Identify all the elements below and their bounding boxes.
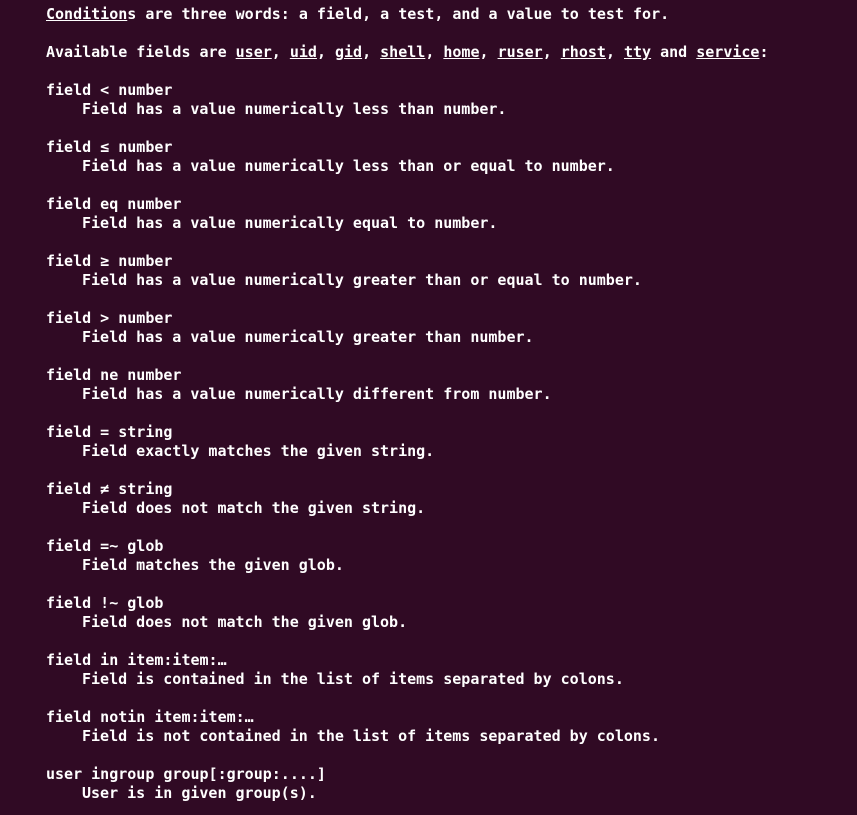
separator: , (425, 43, 444, 61)
condition-description: Field has a value numerically less than number. (82, 100, 507, 118)
condition-syntax: field in item:item:… (46, 651, 227, 669)
condition-syntax: field ≥ number (46, 252, 173, 270)
condition-syntax: field > number (46, 309, 173, 327)
separator: , (316, 43, 335, 61)
conditions-intro-line (46, 5, 669, 24)
condition-syntax: field !~ glob (46, 594, 164, 612)
and-word: and (651, 43, 697, 61)
condition-description: Field does not match the given string. (82, 499, 426, 517)
separator: , (605, 43, 624, 61)
condition-syntax: field notin item:item:… (46, 708, 254, 726)
condition-syntax: field = string (46, 423, 173, 441)
condition-description: Field does not match the given glob. (82, 613, 408, 631)
condition-description: Field has a value numerically different from number. (82, 385, 552, 403)
separator: , (479, 43, 498, 61)
separator: , (542, 43, 561, 61)
field-link-tty[interactable]: tty (624, 43, 652, 61)
available-fields-prefix: Available fields are (46, 43, 236, 61)
condition-description: Field has a value numerically less than or equal to number. (82, 157, 615, 175)
separator: , (271, 43, 290, 61)
field-link-user[interactable]: user (235, 43, 272, 61)
condition-description: Field has a value numerically equal to number. (82, 214, 498, 232)
condition-description: Field has a value numerically greater than or equal to number. (82, 271, 642, 289)
condition-description: Field is not contained in the list of items separated by colons. (82, 727, 660, 745)
condition-description: User is in given group(s). (82, 784, 317, 802)
field-link-home[interactable]: home (443, 43, 480, 61)
available-fields-suffix: : (759, 43, 769, 61)
condition-description: Field has a value numerically greater than number. (82, 328, 534, 346)
separator: , (362, 43, 381, 61)
field-link-shell[interactable]: shell (380, 43, 426, 61)
condition-syntax: field ≠ string (46, 480, 173, 498)
condition-description: Field matches the given glob. (82, 556, 344, 574)
condition-syntax: user ingroup group[:group:....] (46, 765, 326, 783)
condition-syntax: field =~ glob (46, 537, 164, 555)
field-link-service[interactable]: service (696, 43, 760, 61)
conditions-link[interactable]: Condition (46, 5, 128, 23)
condition-syntax: field < number (46, 81, 173, 99)
available-fields-line (46, 43, 769, 62)
condition-description: Field exactly matches the given string. (82, 442, 435, 460)
condition-description: Field is contained in the list of items separated by colons. (82, 670, 624, 688)
field-link-rhost[interactable]: rhost (560, 43, 606, 61)
condition-syntax: field ≤ number (46, 138, 173, 156)
field-link-uid[interactable]: uid (289, 43, 317, 61)
field-link-gid[interactable]: gid (335, 43, 363, 61)
field-link-ruser[interactable]: ruser (497, 43, 543, 61)
conditions-intro-text: s are three words: a field, a test, and a value to test for. (127, 5, 670, 23)
condition-syntax: field eq number (46, 195, 182, 213)
condition-syntax: field ne number (46, 366, 182, 384)
